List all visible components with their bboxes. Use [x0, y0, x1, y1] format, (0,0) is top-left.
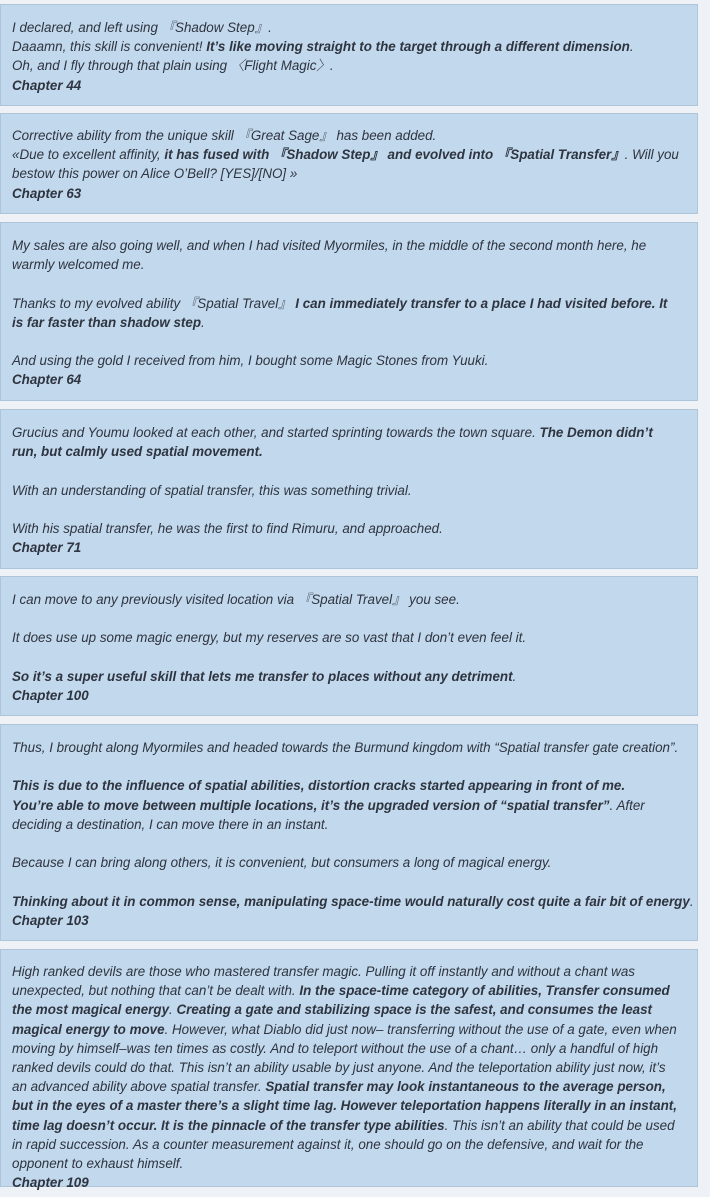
- paragraph-gap: [12, 609, 679, 628]
- paragraph-gap: [12, 274, 679, 293]
- quote-text: Oh, and I fly through that plain using 〈Flight Magic〉.: [12, 58, 334, 74]
- quote-emphasis: The Demon didn’t run, but calmly used spatial movement.: [12, 425, 653, 460]
- chapter-label: Chapter 64: [12, 372, 82, 388]
- chapter-label: Chapter 100: [12, 687, 89, 703]
- chapter-label: Chapter 44: [12, 77, 82, 93]
- quote-text: It does use up some magic energy, but my reserves are so vast that I don’t even feel it.: [12, 630, 527, 646]
- quote-line: [12, 519, 679, 538]
- quote-paragraph: [12, 423, 679, 461]
- quote-text: High ranked devils are those who mastered transfer magic. Pulling it off instantly and without a chant was unexpected, but nothing that can’t be dealt with.: [12, 964, 635, 999]
- quote-block-ch71: [0, 409, 698, 569]
- quote-text: With his spatial transfer, he was the first to find Rimuru, and approached.: [12, 520, 443, 536]
- chapter-label: Chapter 63: [12, 185, 82, 201]
- quote-line: [12, 892, 694, 911]
- paragraph-gap: [12, 500, 679, 519]
- paragraph-gap: [12, 461, 679, 480]
- quote-line: [12, 667, 679, 686]
- quote-text: «Due to excellent affinity,: [12, 147, 165, 163]
- quote-line: [12, 776, 679, 795]
- quote-emphasis: Spatial transfer may look instantaneous to the average person, but in the eyes of a master there’s a slight time lag. However teleportation happens literally in an instant, time lag doesn’t occur. It is the pinnacle of the transfer type abilities: [12, 1079, 677, 1133]
- quote-paragraph: [12, 145, 679, 183]
- quote-emphasis: I can immediately transfer to a place I had visited before. It is far faster than shadow step: [12, 295, 668, 330]
- quote-line: [12, 56, 679, 75]
- paragraph-gap: [12, 872, 679, 891]
- quote-line: [12, 351, 679, 370]
- quote-text: .: [512, 668, 517, 684]
- quote-text: .: [201, 314, 205, 330]
- paragraph-gap: [12, 757, 679, 776]
- quote-emphasis: Creating a gate and stabilizing space is the safest, and consumes the least magical energy to move: [12, 1002, 652, 1037]
- quote-block-ch64: [0, 222, 698, 401]
- chapter-label: Chapter 71: [12, 540, 82, 556]
- quote-text: Thus, I brought along Myormiles and headed towards the Burmund kingdom with “Spatial transfer gate creation”.: [12, 740, 679, 755]
- quote-text: With an understanding of spatial transfer, this was something trivial.: [12, 482, 412, 498]
- quote-text: Thanks to my evolved ability 『Spatial Travel』: [12, 295, 296, 311]
- quote-emphasis: It’s like moving straight to the target through a different dimension: [206, 39, 630, 55]
- quote-emphasis: Thinking about it in common sense, manipulating space-time would naturally cost quite a fair bit of energy: [12, 893, 690, 909]
- quote-text: Corrective ability from the unique skill 『Great Sage』 has been added.: [12, 128, 437, 143]
- quote-text: I can move to any previously visited location via 『Spatial Travel』 you see.: [12, 592, 460, 607]
- quote-paragraph: [12, 962, 679, 1173]
- paragraph-gap: [12, 332, 679, 351]
- quote-line: [12, 481, 679, 500]
- quote-emphasis: You’re able to move between multiple locations, it’s the upgraded version of “spatial transfer”: [12, 797, 610, 813]
- quote-line: [12, 590, 679, 609]
- quote-text: . Will you bestow this power on Alice O’Bell? [YES]/[NO] »: [12, 147, 679, 182]
- chapter-label: Chapter 103: [12, 912, 89, 928]
- quote-emphasis: In the space-time category of abilities, Transfer consumed the most magical energy: [12, 983, 670, 1018]
- quote-emphasis: So it’s a super useful skill that lets me transfer to places without any detriment: [12, 668, 513, 684]
- paragraph-gap: [12, 834, 679, 853]
- quote-emphasis: This is due to the influence of spatial abilities, distortion cracks started appearing in front of me.: [12, 778, 626, 794]
- quote-text: .: [169, 1002, 177, 1018]
- quote-line: [12, 126, 679, 145]
- quote-line: [12, 628, 679, 647]
- quote-text: I declared, and left using 『Shadow Step』.: [12, 20, 272, 35]
- quote-line: [12, 18, 679, 37]
- chapter-label: Chapter 109: [12, 1175, 89, 1191]
- quote-text: Because I can bring along others, it is convenient, but consumers a long of magical energy.: [12, 855, 552, 871]
- quote-text: .: [629, 39, 634, 55]
- quote-block-ch63: [0, 113, 698, 214]
- quote-text: . After deciding a destination, I can move there in an instant.: [12, 797, 645, 832]
- quote-line: [12, 853, 679, 872]
- quote-text: And using the gold I received from him, I bought some Magic Stones from Yuuki.: [12, 353, 489, 369]
- quote-block-ch44: [0, 4, 698, 106]
- quote-line: [12, 738, 679, 757]
- quote-text: . This isn’t an ability that could be used in rapid succession. As a counter measurement against it, one should go on the defensive, and wait for the opponent to exhaust himself.: [12, 1117, 675, 1172]
- quote-paragraph: [12, 236, 679, 274]
- quote-block-ch100: [0, 576, 698, 716]
- quote-line: [12, 37, 679, 56]
- quote-emphasis: it has fused with 『Shadow Step』 and evolved into 『Spatial Transfer』: [164, 147, 625, 163]
- quote-text: My sales are also going well, and when I had visited Myormiles, in the middle of the second month here, he warmly welcomed me.: [12, 238, 647, 273]
- quote-paragraph: [12, 294, 679, 332]
- quote-text: Grucius and Youmu looked at each other, and started sprinting towards the town square.: [12, 425, 540, 440]
- quote-block-ch109: [0, 949, 698, 1191]
- paragraph-gap: [12, 648, 679, 667]
- quote-text: . However, what Diablo did just now– transferring without the use of a gate, even when moving by himself–was ten times as costly. And to teleport without the use of a chant… only a handful of high ranked devils could do that. This isn’t an ability usable by just anyone. And the teleportation ability just now, it’s an advanced ability above spatial transfer.: [12, 1021, 677, 1095]
- quote-block-ch103: [0, 724, 698, 941]
- quote-paragraph: [12, 796, 679, 834]
- quote-text: .: [689, 893, 694, 909]
- quote-text: Daaamn, this skill is convenient!: [12, 39, 207, 55]
